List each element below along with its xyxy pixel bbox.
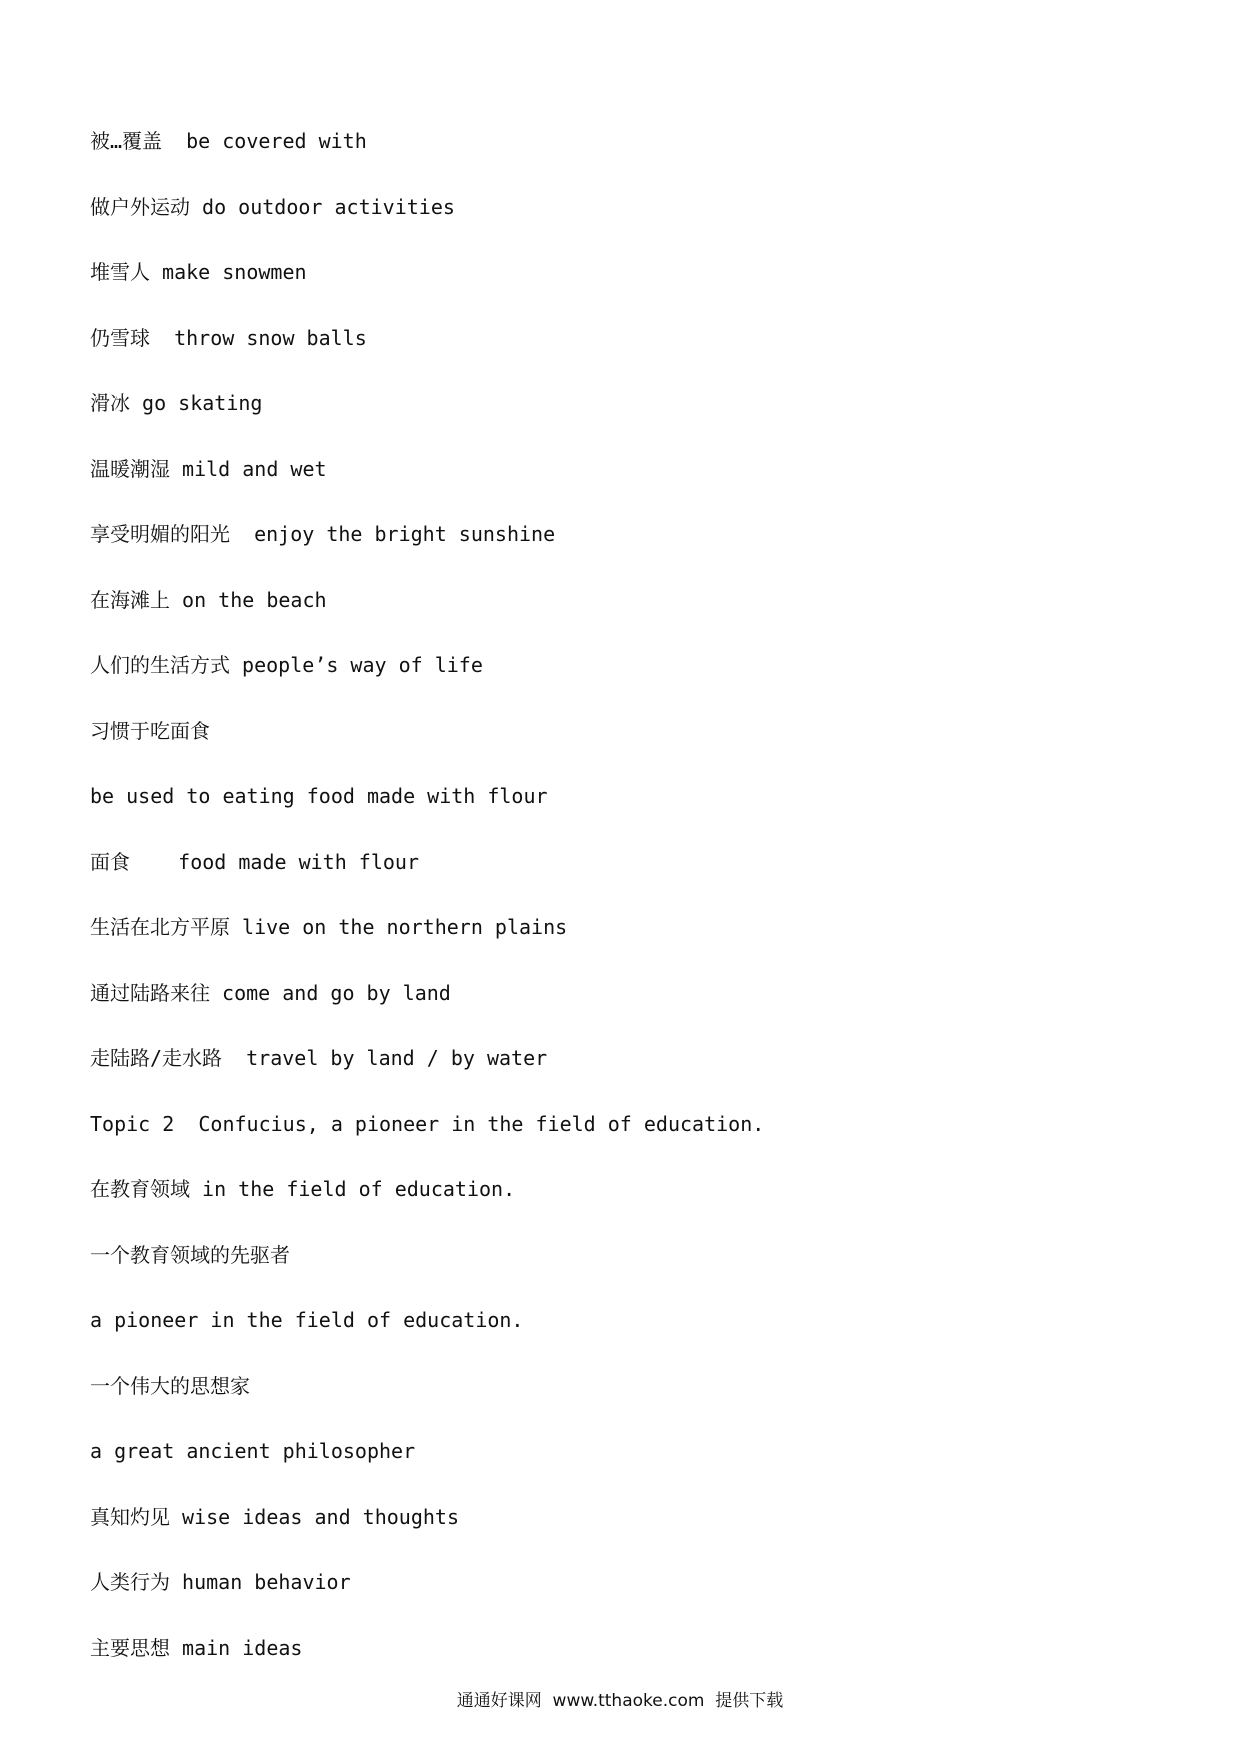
vocab-line: 滑冰 go skating — [90, 391, 263, 415]
vocab-line: 习惯于吃面食 — [90, 718, 210, 743]
vocab-line: 在海滩上 on the beach — [90, 587, 327, 612]
vocab-line: 做户外运动 do outdoor activities — [90, 194, 455, 219]
vocab-line: a great ancient philosopher — [90, 1439, 416, 1463]
vocab-line: 被…覆盖 be covered with — [90, 129, 367, 153]
vocab-line: 温暖潮湿 mild and wet — [90, 456, 327, 481]
vocab-line: 一个教育领域的先驱者 — [90, 1242, 290, 1267]
vocab-line: 生活在北方平原 live on the northern plains — [90, 915, 568, 939]
vocab-line: 在教育领域 in the field of education. — [90, 1177, 516, 1201]
vocab-line: a pioneer in the field of education. — [90, 1308, 524, 1332]
vocab-line: 人类行为 human behavior — [90, 1570, 351, 1594]
vocab-line: 堆雪人 make snowmen — [90, 260, 307, 284]
page-footer: 通通好课网 www.tthaoke.com 提供下载 — [456, 1691, 784, 1711]
vocab-line: 面食 food made with flour — [90, 849, 419, 874]
vocab-line: 人们的生活方式 people’s way of life — [90, 653, 483, 677]
vocabulary-list — [90, 120, 764, 1692]
vocab-line: 仍雪球 throw snow balls — [90, 325, 367, 350]
vocab-line: 主要思想 main ideas — [90, 1635, 303, 1660]
vocab-line: 通过陆路来往 come and go by land — [90, 980, 451, 1005]
vocab-line: be used to eating food made with flour — [90, 784, 548, 808]
vocab-line: 走陆路/走水路 travel by land / by water — [90, 1046, 548, 1070]
vocab-line: 一个伟大的思想家 — [90, 1373, 250, 1398]
vocab-line: 享受明媚的阳光 enjoy the bright sunshine — [90, 522, 556, 546]
topic-heading: Topic 2 Confucius, a pioneer in the field of education. — [90, 1111, 765, 1136]
vocab-line: 真知灼见 wise ideas and thoughts — [90, 1504, 459, 1529]
